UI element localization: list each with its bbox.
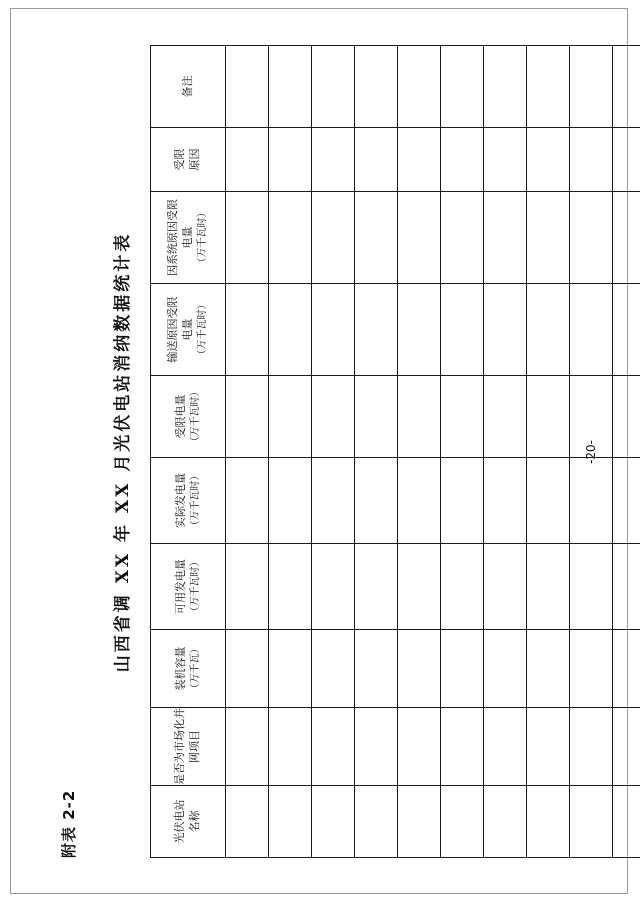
table-cell-curtailed-power[interactable] xyxy=(355,376,398,458)
table-cell-is-market-project[interactable] xyxy=(355,708,398,786)
table-cell-available-generation[interactable] xyxy=(312,544,355,630)
column-header-curtailment-reason xyxy=(151,128,226,192)
table-cell-curtailment-reason[interactable] xyxy=(441,128,484,192)
table-cell-curtailment-reason[interactable] xyxy=(312,128,355,192)
table-cell-curtailment-reason[interactable] xyxy=(613,128,640,192)
document-page xyxy=(20,12,620,892)
table-cell-actual-generation[interactable] xyxy=(527,458,570,544)
table-cell-installed-capacity[interactable] xyxy=(269,630,312,708)
table-cell-curtailed-power[interactable] xyxy=(312,376,355,458)
table-cell-available-generation[interactable] xyxy=(527,544,570,630)
column-header-subtext: 名称 xyxy=(188,810,201,833)
table-cell-system-cause-curtailment[interactable] xyxy=(312,192,355,284)
table-cell-station-name[interactable] xyxy=(398,786,441,858)
table-cell-available-generation[interactable] xyxy=(355,544,398,630)
column-header-is-market-project xyxy=(151,708,226,786)
table-cell-remarks[interactable] xyxy=(355,46,398,128)
table-cell-remarks[interactable] xyxy=(527,46,570,128)
table-cell-station-name[interactable] xyxy=(527,786,570,858)
table-cell-curtailed-power[interactable] xyxy=(226,376,269,458)
table-cell-actual-generation[interactable] xyxy=(484,458,527,544)
table-cell-available-generation[interactable] xyxy=(226,544,269,630)
table-cell-curtailed-power[interactable] xyxy=(398,376,441,458)
table-row xyxy=(484,46,527,858)
table-cell-system-cause-curtailment[interactable] xyxy=(398,192,441,284)
table-row xyxy=(441,46,484,858)
column-header-unit: （万千瓦时） xyxy=(189,556,201,617)
table-cell-actual-generation[interactable] xyxy=(355,458,398,544)
table-cell-is-market-project[interactable] xyxy=(441,708,484,786)
column-header-subtext: 电量 xyxy=(181,318,195,341)
table-cell-remarks[interactable] xyxy=(441,46,484,128)
column-header-text: 可用发电量 xyxy=(173,559,187,614)
table-cell-curtailed-power[interactable] xyxy=(269,376,312,458)
table-row xyxy=(527,46,570,858)
table-cell-actual-generation[interactable] xyxy=(226,458,269,544)
table-cell-station-name[interactable] xyxy=(613,786,640,858)
page-number: -20- xyxy=(584,440,598,464)
table-cell-curtailment-reason[interactable] xyxy=(527,128,570,192)
page-title: 山西省调 XX 年 XX 月光伏电站消纳数据统计表 xyxy=(113,231,133,673)
table-cell-available-generation[interactable] xyxy=(484,544,527,630)
table-cell-grid-cause-curtailment[interactable] xyxy=(269,284,312,376)
column-header-text: 受限 xyxy=(173,148,187,171)
column-header-text: 装机容量 xyxy=(173,646,187,691)
table-cell-curtailment-reason[interactable] xyxy=(269,128,312,192)
column-header-curtailed-power xyxy=(151,376,226,458)
table-row xyxy=(226,46,269,858)
table-cell-system-cause-curtailment[interactable] xyxy=(527,192,570,284)
column-header-subtext: 原因 xyxy=(188,148,201,171)
table-row xyxy=(312,46,355,858)
column-header-actual-generation xyxy=(151,458,226,544)
table-header xyxy=(151,46,226,858)
table-cell-is-market-project[interactable] xyxy=(484,708,527,786)
table-row xyxy=(613,46,640,858)
table-cell-is-market-project[interactable] xyxy=(269,708,312,786)
table-cell-actual-generation[interactable] xyxy=(441,458,484,544)
table-row xyxy=(355,46,398,858)
column-header-subtext: 网项目 xyxy=(188,730,201,763)
table-cell-grid-cause-curtailment[interactable] xyxy=(312,284,355,376)
table-cell-installed-capacity[interactable] xyxy=(355,630,398,708)
table-cell-station-name[interactable] xyxy=(355,786,398,858)
table-cell-installed-capacity[interactable] xyxy=(441,630,484,708)
table-cell-station-name[interactable] xyxy=(312,786,355,858)
column-header-unit: （万千瓦时） xyxy=(197,207,209,268)
table-cell-curtailment-reason[interactable] xyxy=(398,128,441,192)
table-cell-installed-capacity[interactable] xyxy=(527,630,570,708)
table-cell-installed-capacity[interactable] xyxy=(312,630,355,708)
table-cell-is-market-project[interactable] xyxy=(527,708,570,786)
table-cell-grid-cause-curtailment[interactable] xyxy=(613,284,640,376)
column-header-text: 是否为市场化并 xyxy=(173,708,187,785)
table-body xyxy=(226,46,640,858)
column-header-installed-capacity xyxy=(151,630,226,708)
column-header-text: 输送原因受限 xyxy=(166,296,180,363)
table-cell-remarks[interactable] xyxy=(312,46,355,128)
table-cell-is-market-project[interactable] xyxy=(613,708,640,786)
table-cell-system-cause-curtailment[interactable] xyxy=(269,192,312,284)
table-cell-is-market-project[interactable] xyxy=(312,708,355,786)
column-header-unit: （万千瓦时） xyxy=(197,299,209,360)
table-cell-remarks[interactable] xyxy=(398,46,441,128)
table-cell-actual-generation[interactable] xyxy=(269,458,312,544)
table-cell-curtailed-power[interactable] xyxy=(613,376,640,458)
column-header-available-generation xyxy=(151,544,226,630)
column-header-text: 备注 xyxy=(180,75,194,98)
table-cell-curtailment-reason[interactable] xyxy=(226,128,269,192)
table-cell-available-generation[interactable] xyxy=(398,544,441,630)
table-cell-actual-generation[interactable] xyxy=(312,458,355,544)
table-cell-available-generation[interactable] xyxy=(613,544,640,630)
table-cell-is-market-project[interactable] xyxy=(226,708,269,786)
column-header-text: 因系统原因受限 xyxy=(166,199,180,276)
table-cell-remarks[interactable] xyxy=(613,46,640,128)
table-cell-grid-cause-curtailment[interactable] xyxy=(441,284,484,376)
table-cell-actual-generation[interactable] xyxy=(398,458,441,544)
column-header-station-name xyxy=(151,786,226,858)
column-header-subtext: 电量 xyxy=(181,226,195,249)
table-cell-station-name[interactable] xyxy=(484,786,527,858)
column-header-text: 实际发电量 xyxy=(173,473,187,528)
table-cell-grid-cause-curtailment[interactable] xyxy=(398,284,441,376)
table-cell-curtailment-reason[interactable] xyxy=(484,128,527,192)
table-row xyxy=(398,46,441,858)
table-cell-available-generation[interactable] xyxy=(269,544,312,630)
column-header-unit: （万千瓦） xyxy=(189,643,201,694)
column-header-grid-cause-curtailment xyxy=(151,284,226,376)
table-cell-station-name[interactable] xyxy=(269,786,312,858)
table-cell-system-cause-curtailment[interactable] xyxy=(613,192,640,284)
table-cell-remarks[interactable] xyxy=(484,46,527,128)
table-cell-is-market-project[interactable] xyxy=(398,708,441,786)
attachment-label: 附表 2-2 xyxy=(60,789,78,858)
table-cell-system-cause-curtailment[interactable] xyxy=(355,192,398,284)
table-cell-system-cause-curtailment[interactable] xyxy=(226,192,269,284)
column-header-text: 光伏电站 xyxy=(173,799,187,844)
column-header-text: 受限电量 xyxy=(173,394,187,439)
table-header-row xyxy=(151,46,226,858)
table-cell-installed-capacity[interactable] xyxy=(398,630,441,708)
table-cell-grid-cause-curtailment[interactable] xyxy=(527,284,570,376)
table-cell-remarks[interactable] xyxy=(269,46,312,128)
table-cell-curtailed-power[interactable] xyxy=(527,376,570,458)
table-cell-actual-generation[interactable] xyxy=(613,458,640,544)
table-cell-curtailed-power[interactable] xyxy=(441,376,484,458)
table-cell-grid-cause-curtailment[interactable] xyxy=(355,284,398,376)
table-cell-curtailment-reason[interactable] xyxy=(355,128,398,192)
table-cell-installed-capacity[interactable] xyxy=(226,630,269,708)
table-cell-system-cause-curtailment[interactable] xyxy=(484,192,527,284)
statistics-table-container xyxy=(150,46,640,858)
column-header-unit: （万千瓦时） xyxy=(189,386,201,447)
table-cell-available-generation[interactable] xyxy=(441,544,484,630)
table-cell-curtailed-power[interactable] xyxy=(484,376,527,458)
table-cell-installed-capacity[interactable] xyxy=(613,630,640,708)
table-row xyxy=(269,46,312,858)
table-cell-remarks[interactable] xyxy=(226,46,269,128)
column-header-remarks xyxy=(151,46,226,128)
table-cell-station-name[interactable] xyxy=(441,786,484,858)
column-header-unit: （万千瓦时） xyxy=(189,470,201,531)
table-cell-station-name[interactable] xyxy=(226,786,269,858)
table-cell-grid-cause-curtailment[interactable] xyxy=(484,284,527,376)
statistics-table xyxy=(150,45,640,858)
table-cell-grid-cause-curtailment[interactable] xyxy=(226,284,269,376)
table-cell-system-cause-curtailment[interactable] xyxy=(441,192,484,284)
column-header-system-cause-curtailment xyxy=(151,192,226,284)
table-cell-installed-capacity[interactable] xyxy=(484,630,527,708)
